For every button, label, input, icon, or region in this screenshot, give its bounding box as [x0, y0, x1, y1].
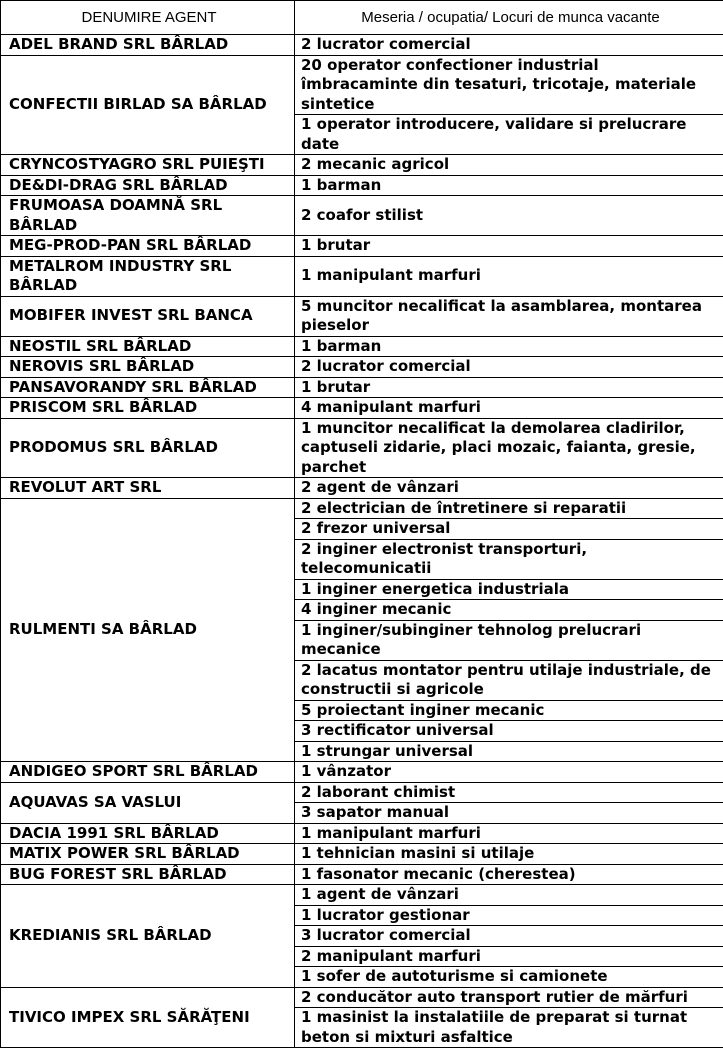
job-cell: 2 mecanic agricol — [295, 155, 723, 176]
table-row — [1, 155, 723, 176]
job-cell: 1 manipulant marfuri — [295, 256, 723, 296]
agent-name-cell: REVOLUT ART SRL — [1, 478, 295, 499]
table-row — [1, 336, 723, 357]
table-row — [1, 296, 723, 336]
header-agent: DENUMIRE AGENT — [1, 1, 295, 35]
job-cell: 2 frezor universal — [295, 519, 723, 540]
job-cell: 2 coafor stilist — [295, 196, 723, 236]
job-cell: 1 barman — [295, 175, 723, 196]
table-row — [1, 782, 723, 803]
table-row — [1, 478, 723, 499]
agent-name-cell: MATIX POWER SRL BÂRLAD — [1, 844, 295, 865]
table-row — [1, 35, 723, 56]
job-cell: 3 sapator manual — [295, 803, 723, 824]
agent-name-cell: NEROVIS SRL BÂRLAD — [1, 357, 295, 378]
job-cell: 1 operator introducere, validare si prelucrare date — [295, 115, 723, 155]
table-row — [1, 357, 723, 378]
table-row — [1, 498, 723, 519]
table-row — [1, 823, 723, 844]
job-cell: 1 tehnician masini si utilaje — [295, 844, 723, 865]
job-cell: 1 manipulant marfuri — [295, 823, 723, 844]
table-row — [1, 196, 723, 236]
agent-name-cell: CRYNCOSTYAGRO SRL PUIEŞTI — [1, 155, 295, 176]
job-cell: 1 brutar — [295, 236, 723, 257]
table-row — [1, 864, 723, 885]
job-cell: 20 operator confectioner industrial îmbracaminte din tesaturi, tricotaje, materiale sintetice — [295, 55, 723, 115]
table-row — [1, 987, 723, 1008]
agent-name-cell: PRODOMUS SRL BÂRLAD — [1, 418, 295, 478]
agent-name-cell: FRUMOASA DOAMNĂ SRL BÂRLAD — [1, 196, 295, 236]
job-cell: 2 lucrator comercial — [295, 357, 723, 378]
agent-name-cell: ADEL BRAND SRL BÂRLAD — [1, 35, 295, 56]
agent-name-cell: KREDIANIS SRL BÂRLAD — [1, 885, 295, 988]
table-row — [1, 418, 723, 478]
table-row — [1, 256, 723, 296]
job-cell: 2 manipulant marfuri — [295, 946, 723, 967]
agent-name-cell: MOBIFER INVEST SRL BANCA — [1, 296, 295, 336]
table-body — [1, 35, 723, 1048]
table-row — [1, 844, 723, 865]
agent-name-cell: BUG FOREST SRL BÂRLAD — [1, 864, 295, 885]
job-cell: 2 conducător auto transport rutier de mărfuri — [295, 987, 723, 1008]
job-cell: 2 lucrator comercial — [295, 35, 723, 56]
table-row — [1, 885, 723, 906]
job-cell: 1 fasonator mecanic (cherestea) — [295, 864, 723, 885]
job-cell: 1 brutar — [295, 377, 723, 398]
job-cell: 4 inginer mecanic — [295, 600, 723, 621]
agent-name-cell: TIVICO IMPEX SRL SĂRĂŢENI — [1, 987, 295, 1048]
job-cell: 1 inginer energetica industriala — [295, 579, 723, 600]
agent-name-cell: CONFECTII BIRLAD SA BÂRLAD — [1, 55, 295, 155]
job-cell: 2 inginer electronist transporturi, telecomunicatii — [295, 539, 723, 579]
job-cell: 1 agent de vânzari — [295, 885, 723, 906]
agent-name-cell: METALROM INDUSTRY SRL BÂRLAD — [1, 256, 295, 296]
job-cell: 1 muncitor necalificat la demolarea cladirilor, captuseli zidarie, placi mozaic, faianta, gresie, parchet — [295, 418, 723, 478]
job-cell: 3 lucrator comercial — [295, 926, 723, 947]
header-row — [1, 1, 723, 35]
agent-name-cell: AQUAVAS SA VASLUI — [1, 782, 295, 823]
job-cell: 5 proiectant inginer mecanic — [295, 700, 723, 721]
job-cell: 3 rectificator universal — [295, 721, 723, 742]
agent-name-cell: PANSAVORANDY SRL BÂRLAD — [1, 377, 295, 398]
header-job: Meseria / ocupatia/ Locuri de munca vacante — [295, 1, 723, 35]
table-row — [1, 175, 723, 196]
table-row — [1, 236, 723, 257]
agent-name-cell: ANDIGEO SPORT SRL BÂRLAD — [1, 762, 295, 783]
job-cell: 2 agent de vânzari — [295, 478, 723, 499]
table-row — [1, 762, 723, 783]
job-cell: 1 strungar universal — [295, 741, 723, 762]
agent-name-cell: MEG-PROD-PAN SRL BÂRLAD — [1, 236, 295, 257]
job-cell: 2 laborant chimist — [295, 782, 723, 803]
table-row — [1, 398, 723, 419]
agent-name-cell: RULMENTI SA BÂRLAD — [1, 498, 295, 762]
job-cell: 4 manipulant marfuri — [295, 398, 723, 419]
job-cell: 2 lacatus montator pentru utilaje industriale, de constructii si agricole — [295, 660, 723, 700]
job-cell: 1 sofer de autoturisme si camionete — [295, 967, 723, 988]
job-cell: 5 muncitor necalificat la asamblarea, montarea pieselor — [295, 296, 723, 336]
table-row — [1, 55, 723, 115]
job-cell: 1 lucrator gestionar — [295, 905, 723, 926]
agent-name-cell: DACIA 1991 SRL BÂRLAD — [1, 823, 295, 844]
job-cell: 1 barman — [295, 336, 723, 357]
agent-name-cell: DE&DI-DRAG SRL BÂRLAD — [1, 175, 295, 196]
job-cell: 2 electrician de întretinere si reparatii — [295, 498, 723, 519]
job-cell: 1 masinist la instalatiile de preparat si turnat beton si mixturi asfaltice — [295, 1008, 723, 1048]
job-cell: 1 vânzator — [295, 762, 723, 783]
agent-name-cell: NEOSTIL SRL BÂRLAD — [1, 336, 295, 357]
agent-name-cell: PRISCOM SRL BÂRLAD — [1, 398, 295, 419]
job-cell: 1 inginer/subinginer tehnolog prelucrari mecanice — [295, 620, 723, 660]
table-row — [1, 377, 723, 398]
